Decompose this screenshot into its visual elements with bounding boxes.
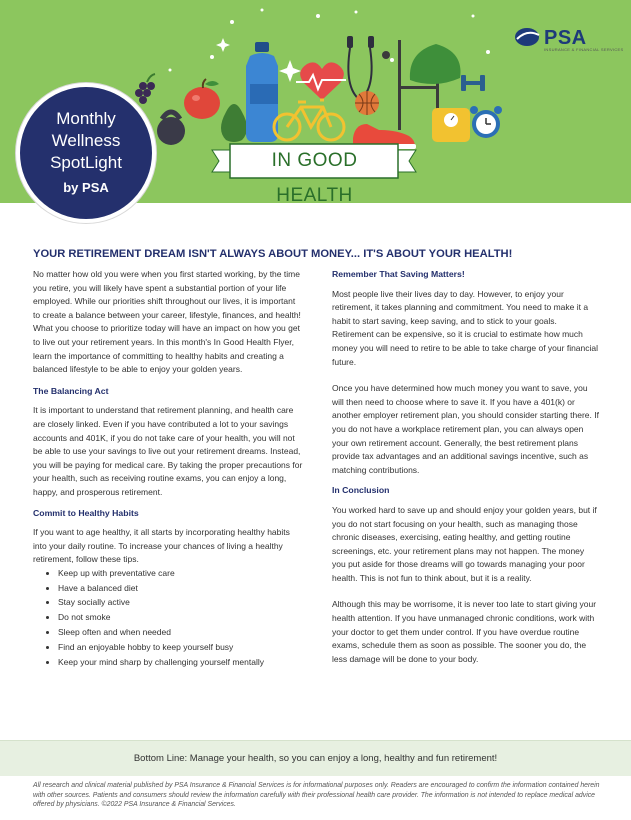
article-headline: YOUR RETIREMENT DREAM ISN'T ALWAYS ABOUT MONEY... IT'S ABOUT YOUR HEALTH! — [33, 248, 513, 260]
intro-paragraph: No matter how old you were when you first started working, by the time you retire, you will likely have spent a substantial portion of your life employed. While our priorities shift throughout our lives, it is important to create a balance between your career, lifestyle, finances, and health! What you choose to prioritize today will have an impact on how you get to live out your retirement years. In this month's In Good Health Flyer, learn the importance of committing to healthy habits and creating a balanced lifestyle to be able to enjoy your golden years. — [33, 269, 301, 375]
list-item: • Do not smoke — [58, 611, 303, 625]
bottom-line-banner: Bottom Line: Manage your health, so you can enjoy a long, healthy and fun retirement! — [0, 740, 631, 776]
apple-icon — [184, 79, 220, 119]
banner-text: IN GOOD HEALTH — [271, 150, 358, 203]
wellness-spotlight-badge — [16, 83, 156, 223]
saving-paragraph-2: Once you have determined how much money you want to save, you will then need to choose where to save it. If you have a 401(k) or another employer retirement plan, you should consider starting there. If you do not have a workplace retirement plan, you can always open your own retirement account. Generally, the best retirement plans provide tax advantages and an additional savings incentive, such as matching contributions. — [332, 383, 599, 475]
badge-line-wellness: Wellness — [51, 131, 121, 150]
dumbbell-icon — [461, 75, 485, 91]
psa-logo[interactable] — [513, 24, 623, 54]
saving-matters-heading: Remember That Saving Matters! — [332, 269, 465, 279]
tips-list — [33, 567, 303, 669]
left-column — [33, 268, 303, 670]
logo-wordmark: PSA — [544, 27, 587, 49]
list-item: • Find an enjoyable hobby to keep yourself busy — [58, 641, 303, 655]
conclusion-paragraph-2: Although this may be worrisome, it is never too late to start giving your health attention. If you have unmanaged chronic conditions, work with your doctor to get them under control. If you have overdue routine exams, schedule them as soon as possible. The sooner you do, the less damage will be done to your body. — [332, 599, 597, 664]
list-item: • Keep your mind sharp by challenging yourself mentally — [58, 656, 303, 670]
list-item: • Keep up with preventative care — [58, 567, 303, 581]
conclusion-paragraph-1: You worked hard to save up and should enjoy your golden years, but if you do not start focusing on your health, such as managing those chronic diseases, exercising, eating healthy, and getting routine screenings, etc. your retirement plans may not happen. The money you put aside for those dreams will go towards managing your poor health. This is not fun to think about, but it is a reality. — [332, 504, 597, 583]
scale-icon — [432, 108, 470, 142]
balancing-act-paragraph: It is important to understand that retirement planning, and health care are closely linked. Even if you have contributed a lot to your savings accounts and 401K, if you do not take care of your health, you will not be able to use your savings to live out your retirement dreams. Instead, you will be paying for medical care. By taking the proper precautions for your health, such as receiving routine exams, you can enjoy a long, happy, and prosperous retirement. — [33, 405, 303, 497]
kettlebell-icon — [157, 112, 185, 145]
badge-line-spotlight: SpotLight — [50, 153, 122, 172]
bicycle-icon — [274, 100, 344, 140]
pear-icon — [221, 104, 247, 142]
basketball-icon — [355, 91, 379, 115]
badge-line-monthly: Monthly — [56, 109, 116, 128]
in-good-health-banner — [212, 143, 416, 203]
jump-rope-icon — [347, 36, 374, 100]
healthy-habits-heading: Commit to Healthy Habits — [33, 507, 139, 518]
heartbeat-icon — [296, 62, 346, 100]
conclusion-heading: In Conclusion — [332, 485, 390, 496]
badge-by-psa: by PSA — [63, 180, 109, 195]
list-item: • Have a balanced diet — [58, 582, 303, 596]
globe-icon — [513, 26, 541, 48]
saving-paragraph-1: Most people live their lives day to day. However, to enjoy your retirement, it takes planning and commitment. You need to make it a habit to start saving, keep saving, and to stick to your goals. Retirement can be expensive, so it is crucial to estimate how much money you will need to retire to be able to take charge of your financial future. — [332, 288, 599, 367]
balancing-act-heading: The Balancing Act — [33, 385, 109, 396]
disclaimer-footer: All research and clinical material published by PSA Insurance & Financial Services is for informational purposes only. Readers are encouraged to confirm the information contained herein with other sources. Patients and consumers should review the information carefully with their professional health care provider. The information is not intended to replace medical advice offered by physicians. ©2022 PSA Insurance & Financial Services. — [33, 782, 600, 809]
logo-tagline: INSURANCE & FINANCIAL SERVICES — [544, 47, 624, 52]
grapes-icon — [135, 74, 155, 104]
alarm-clock-icon — [470, 106, 502, 138]
right-column — [332, 268, 600, 673]
healthy-habits-paragraph: If you want to age healthy, it all starts by incorporating healthy habits into your daily routine. To increase your chances of living a healthy retirement, follow these tips. — [33, 527, 290, 565]
list-item: • Sleep often and when needed — [58, 626, 303, 640]
list-item: • Stay socially active — [58, 596, 303, 610]
